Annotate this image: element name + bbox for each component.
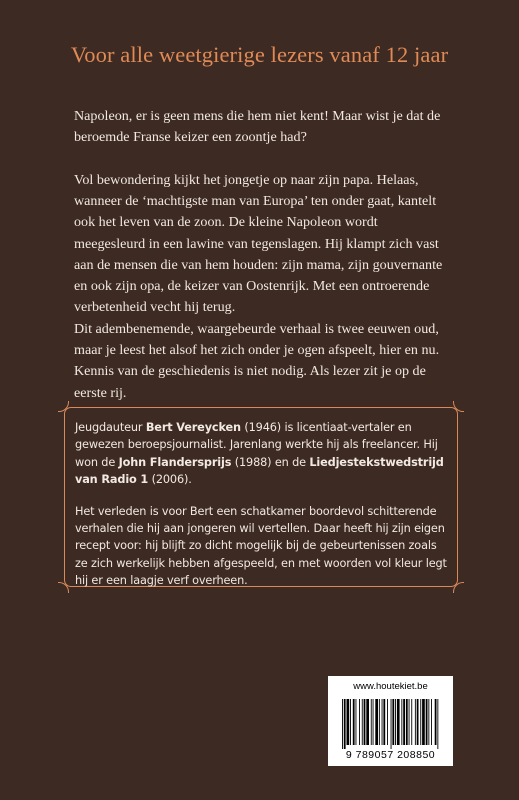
barcode-bar xyxy=(344,699,346,749)
frame-corner-ornament xyxy=(453,582,464,593)
barcode-bar xyxy=(403,699,405,745)
barcode-bar xyxy=(379,699,380,745)
barcode-bar xyxy=(371,699,372,745)
barcode-bar xyxy=(382,699,383,745)
isbn-number: 9 789057 208850 xyxy=(345,749,436,761)
barcode-bar xyxy=(387,699,388,745)
barcode-bar xyxy=(426,699,428,745)
author-bio-paragraph-2: Het verleden is voor Bert een schatkamer boordevol schitterende verhalen die hij aan jongeren wil vertellen. Daar heeft hij zijn eigen recept voor: hij blijft zo dicht mogelijk bij de gebeurtenissen zoals ze zich werkelijk hebben afgespeeld, en met woorden vol kleur legt hij er een laagje verf overheen. xyxy=(75,504,447,588)
publisher-url: www.houtekiet.be xyxy=(353,681,428,692)
barcode-bar xyxy=(362,699,363,745)
blurb-text-2: Vol bewondering kijkt het jongetje op naar zijn papa. Helaas, wanneer de ‘machtigste man van Europa’ ten onder gaat, kantelt ook het leven van de zoon. De kleine Napoleon wordt meegesleurd in een lawine van tegenslagen. Hij klampt zich vast aan de mensen die van hem houden: zijn mama, zijn gouvernante en ook zijn opa, de keizer van Oostenrijk. Met een ontroerende verbetenheid vecht hij terug. xyxy=(74,172,443,316)
prize-name: Liedjestekstwedstrijd van Radio 1 xyxy=(75,455,444,487)
frame-corner-ornament xyxy=(453,401,464,412)
barcode-bar xyxy=(417,699,419,745)
barcode-bar xyxy=(422,699,425,745)
blurb-text-1: Napoleon, er is geen mens die hem niet kent! Maar wist je dat de beroemde Franse keizer een zoontje had? xyxy=(74,108,441,146)
barcode-bar xyxy=(383,699,385,745)
barcode-bar xyxy=(411,699,412,745)
blurb-paragraph-2 xyxy=(74,170,450,318)
barcode-bar xyxy=(342,699,343,749)
barcode-bar xyxy=(350,699,351,745)
barcode-bar xyxy=(392,699,394,745)
author-bio-paragraph-1 xyxy=(75,419,447,489)
barcode-bar xyxy=(406,699,408,745)
barcode-bar xyxy=(415,699,416,745)
frame-corner-ornament xyxy=(58,401,69,412)
blurb-paragraph-3 xyxy=(74,319,450,404)
blurb-paragraph-1 xyxy=(74,106,450,148)
barcode-bar xyxy=(428,699,429,745)
barcode-bar xyxy=(431,699,432,745)
barcode-bar xyxy=(391,699,392,749)
barcode-bar xyxy=(375,699,378,745)
barcode-bar xyxy=(420,699,421,745)
barcode-bar xyxy=(364,699,366,745)
barcode-bar xyxy=(356,699,357,745)
barcode-bar xyxy=(437,699,438,749)
barcode-bar xyxy=(397,699,400,745)
barcode-bar xyxy=(401,699,402,745)
barcode-bar xyxy=(409,699,410,745)
barcode-label xyxy=(328,676,453,766)
barcode-bar xyxy=(359,699,360,745)
barcode-bar xyxy=(373,699,374,745)
bio-text: Jeugdauteur xyxy=(75,421,146,434)
author-bio-box xyxy=(64,407,458,587)
blurb-text-3: Dit adembenemende, waargebeurde verhaal is twee eeuwen oud, maar je leest het alsof het zich onder je ogen afspeelt, hier en nu. Kennis van de geschiedenis is niet nodig. Als lezer zit je op de eerste rij. xyxy=(74,321,440,401)
barcode-bar xyxy=(395,699,396,745)
barcode-bar xyxy=(366,699,369,745)
bio-text: (1988) en de xyxy=(231,455,310,469)
barcode-bar xyxy=(435,699,437,745)
bio-text: (1946) is licentiaat-vertaler en gewezen beroepsjournalist. Jarenlang werkte hij als freelancer. Hij won de xyxy=(75,421,438,469)
prize-name: John Flandersprijs xyxy=(118,455,232,469)
bio-text: (2006). xyxy=(148,473,192,487)
barcode-bar xyxy=(353,699,355,745)
barcode-bar xyxy=(347,699,350,745)
author-name: Bert Vereycken xyxy=(145,421,241,434)
barcode-icon xyxy=(342,699,439,749)
frame-corner-ornament xyxy=(58,582,69,593)
tagline: Voor alle weetgierige lezers vanaf 12 jaar xyxy=(70,42,449,67)
